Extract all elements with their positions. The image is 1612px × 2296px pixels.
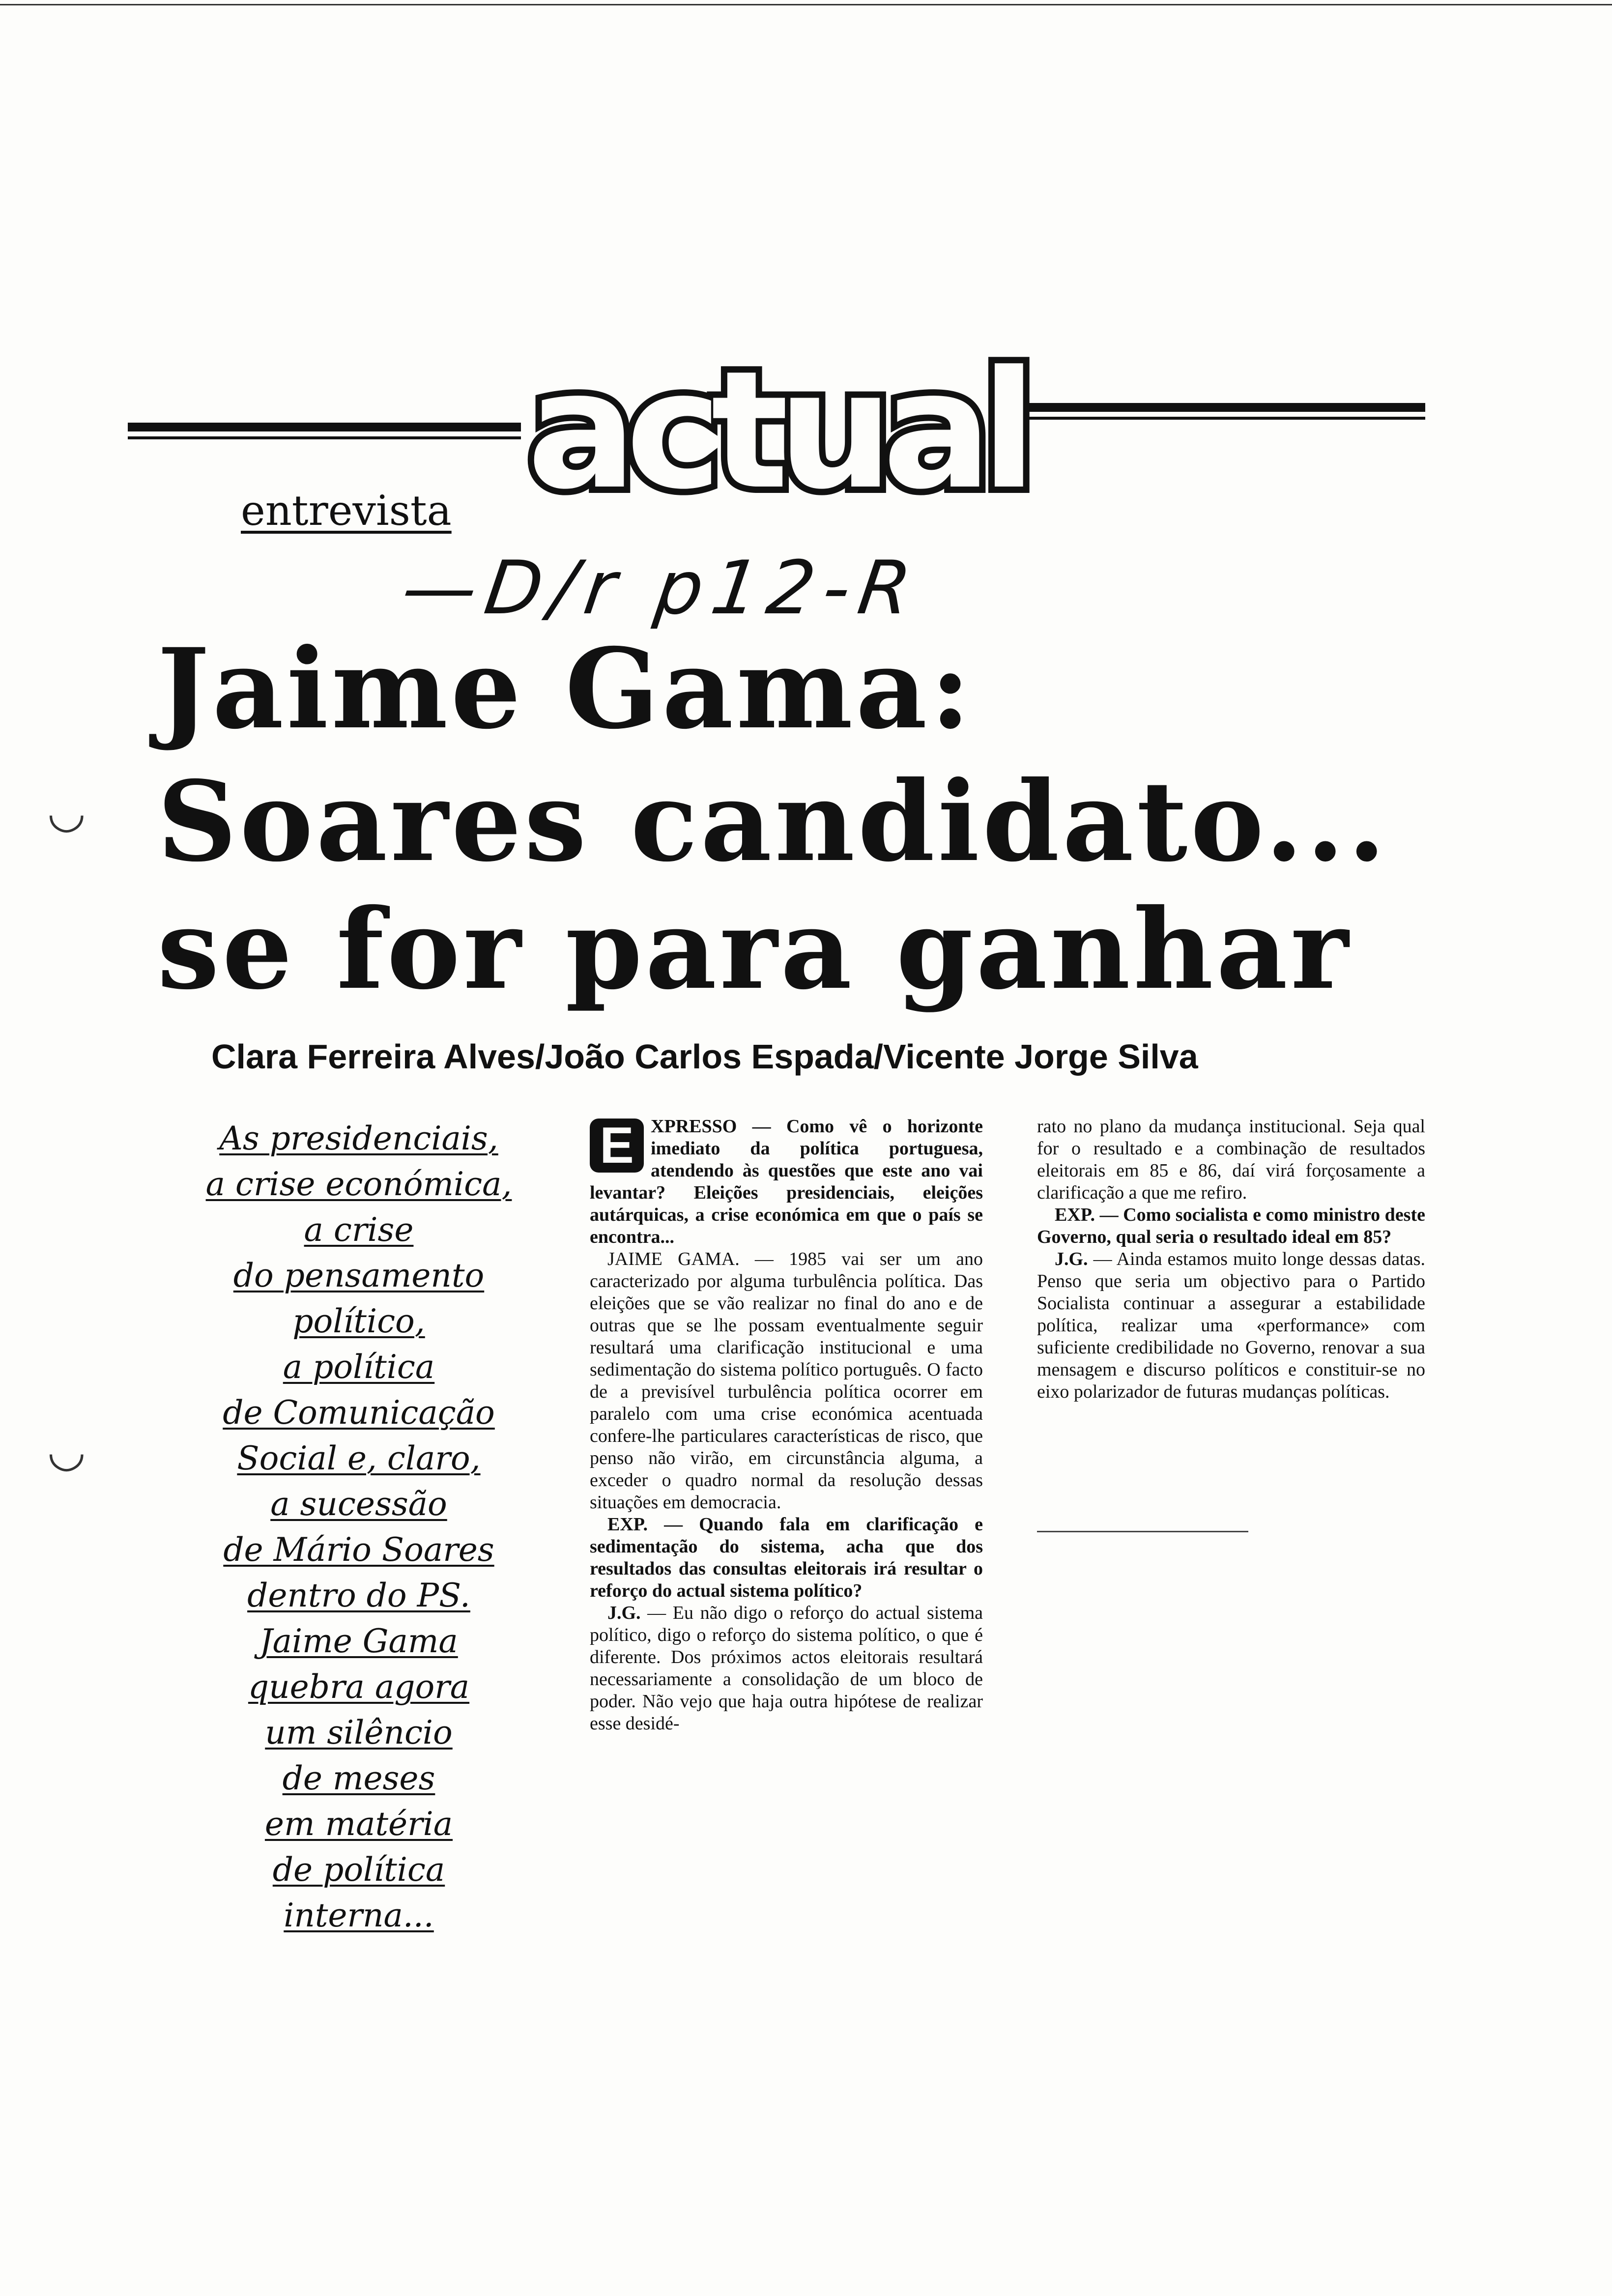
pull-quote-line: dentro do PS. [247, 1577, 470, 1614]
article-column-1 [590, 1116, 983, 1735]
pull-quote-line: a sucessão [270, 1485, 447, 1523]
pull-quote-line: a crise económica, [205, 1165, 512, 1203]
punch-hole-mark: ◡ [47, 1425, 86, 1477]
answer-text: — 1985 vai ser um ano caracterizado por alguma turbulência política. Das eleições que se vão realizar no final do ano e de outras que se lhe possam eventualmente seguir resultará uma clarificação institucional e uma sedimentação do sistema político português. O facto de a previsível turbulência política ocorrer em paralelo com uma crise económica acentuada confere-lhe particulares características de risco, que penso não virão, em circunstância alguma, a exceder o quadro normal da resolução dessas situações em democracia. [590, 1249, 983, 1513]
answer-text: — Eu não digo o reforço do actual sistema político, digo o reforço do sistema político, o que é diferente. Dos próximos actos eleitorais resultará necessariamente a consolidação de um bloco de poder. Não vejo que haja outra hipótese de realizar esse desidé- [590, 1603, 983, 1734]
headline-line-3: se for para ganhar [157, 885, 1352, 1014]
pull-quote-line: As presidenciais, [219, 1119, 498, 1157]
speaker-label: J.G. [1055, 1249, 1088, 1269]
header-rule-right-thin [1022, 417, 1425, 420]
pull-quote-line: interna... [284, 1896, 434, 1934]
pull-quote-line: Jaime Gama [259, 1622, 458, 1660]
pull-quote-line: de Comunicação [223, 1394, 495, 1432]
question-paragraph [590, 1116, 983, 1248]
pull-quote [167, 1116, 550, 1938]
punch-hole-mark: ◡ [47, 786, 86, 838]
answer-text: — Ainda estamos muito longe dessas datas. Penso que seria um objectivo para o Partido Socialista continuar a assegurar a estabilidade política, realizar uma «performance» com suficiente credibilidade no Governo, renovar a sua mensagem e discurso políticos e constituir-se no eixo polarizador de futuras mudanças políticas. [1037, 1249, 1425, 1402]
answer-paragraph [1037, 1248, 1425, 1403]
answer-continuation: rato no plano da mudança institucional. Seja qual for o resultado e a combinação de resultados eleitorais em 85 e 86, daí virá forçosamente a clarificação a que me refiro. [1037, 1116, 1425, 1203]
actual-logo [511, 339, 1042, 521]
question-text: EXP. — Quando fala em clarificação e sedimentação do sistema, acha que dos resultados das consultas eleitorais irá resultar o reforço do actual sistema político? [590, 1514, 983, 1601]
pull-quote-line: Social e, claro, [237, 1439, 481, 1477]
pull-quote-line: a política [283, 1348, 435, 1386]
article-column-2 [1037, 1116, 1425, 1403]
header-rule-left-thin [128, 436, 521, 439]
pull-quote-line: um silêncio [265, 1714, 453, 1751]
speaker-label: JAIME GAMA. [607, 1249, 740, 1269]
pull-quote-line: quebra agora [248, 1668, 470, 1706]
question-paragraph [590, 1514, 983, 1602]
end-rule [1037, 1531, 1248, 1532]
byline: Clara Ferreira Alves/João Carlos Espada/Vicente Jorge Silva [211, 1037, 1198, 1076]
pull-quote-line: de Mário Soares [223, 1531, 494, 1569]
answer-paragraph [590, 1602, 983, 1735]
handwritten-annotation: —D/r p12-R [397, 545, 925, 631]
drop-cap: E [590, 1119, 644, 1173]
header-rule-left-thick [128, 423, 521, 431]
pull-quote-line: em matéria [264, 1805, 453, 1843]
pull-quote-line: de política [272, 1851, 445, 1889]
question-text: EXP. — Como socialista e como ministro deste Governo, qual seria o resultado ideal em 85? [1037, 1205, 1425, 1247]
question-paragraph [1037, 1204, 1425, 1248]
question-text: XPRESSO — Como vê o horizonte imediato da política portuguesa, atendendo às questões que este ano vai levantar? Eleições presidenciais, eleições autárquicas, a crise económica em que o país se encontra... [590, 1116, 983, 1247]
pull-quote-line: de meses [282, 1759, 435, 1797]
logo-text: actual [527, 339, 1026, 521]
section-kicker: entrevista [241, 487, 452, 535]
pull-quote-line: político, [292, 1302, 425, 1340]
answer-paragraph [590, 1248, 983, 1514]
headline-line-1: Jaime Gama: [157, 624, 974, 753]
header-rule-right-thick [1022, 403, 1425, 412]
pull-quote-line: do pensamento [233, 1257, 485, 1294]
speaker-label: J.G. [607, 1603, 641, 1623]
pull-quote-line: a crise [304, 1211, 414, 1249]
scan-top-line [0, 4, 1612, 5]
headline-line-2: Soares candidato... [157, 757, 1389, 886]
